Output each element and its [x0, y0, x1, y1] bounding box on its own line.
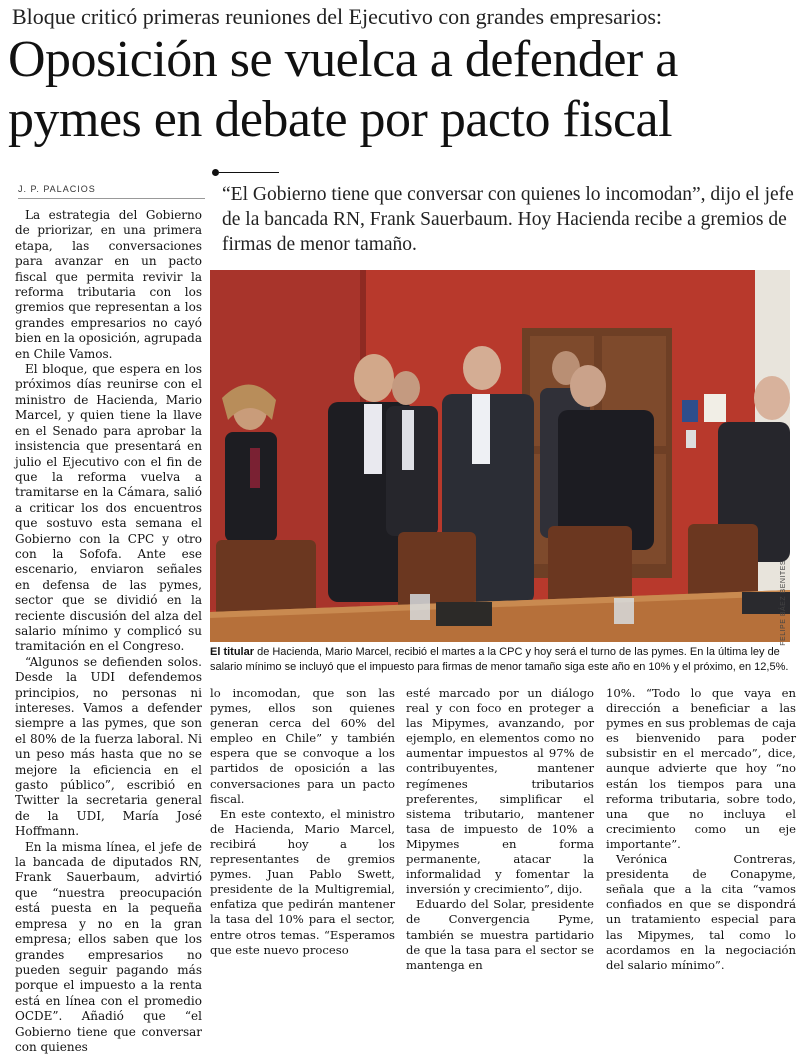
paragraph: En la misma línea, el jefe de la bancada de diputados RN, Frank Sauerbaum, advirtió que “nuestra preocupación está puesta en la pequeña empresa y no en la gran empresa; ellos saben que los grandes empresarios no pueden seguir pagando más porque el impuesto a la renta está en línea con el promedio OCDE”. Añadió que “el Gobierno tiene que conversar con quienes: [15, 839, 202, 1054]
news-photo: [210, 270, 790, 642]
body-column-2: [210, 686, 395, 957]
paragraph: En este contexto, el ministro de Hacienda, Mario Marcel, recibirá hoy a los representantes de gremios pymes. Juan Pablo Swett, presidente de la Multigremial, enfatiza que pedirán mantener la tasa del 10% para el sector, entre otros temas. “Esperamos que este nuevo proceso: [210, 806, 395, 957]
paragraph: “Algunos se defienden solos. Desde la UDI defendemos principios, no personas ni intereses. Vamos a defender siempre a las pymes, que son el 80% de la fuerza laboral. Ni un peso más hasta que no se mejore la eficiencia en el gasto público”, escribió en Twitter la secretaria general de la UDI, María José Hoffmann.: [15, 654, 202, 839]
paragraph: Verónica Contreras, presidenta de Conapyme, señala que a la cita “vamos confiados en que se dispondrá un tratamiento especial para las Mipymes, tal como lo acordamos en la negociación del salario mínimo”.: [606, 852, 796, 972]
photo-caption: [210, 645, 795, 675]
caption-text: de Hacienda, Mario Marcel, recibió el martes a la CPC y hoy será el turno de las pymes. En la última ley de salario mínimo se incluyó que el impuesto para firmas de menor tamaño siga este año en 10% y el próximo, en 12,5%.: [210, 646, 789, 673]
divider-line: [219, 172, 279, 173]
divider-dot: [212, 169, 219, 176]
byline-divider: [18, 198, 205, 199]
headline: Oposición se vuelca a defender a pymes en debate por pacto fiscal: [8, 31, 678, 148]
paragraph: 10%. “Todo lo que vaya en dirección a beneficiar a las pymes en sus problemas de caja es bienvenido para poder subsistir en el mercado”, dice, aunque advierte que hoy “no están los tiempos para una reforma tributaria, sobre todo, una que no incluya el crecimiento como un eje importante”.: [606, 686, 796, 851]
paragraph: La estrategia del Gobierno de priorizar, en una primera etapa, las conversaciones para avanzar en un pacto fiscal que permita revivir la reforma tributaria con los gremios que representan a los grandes empresarios no cayó bien en la oposición, agrupada en Chile Vamos.: [15, 208, 202, 361]
paragraph: esté marcado por un diálogo real y con foco en proteger a las Mipymes, avanzando, por ejemplo, en elementos como no aumentar impuestos al 97% de contribuyentes, mantener regímenes tributarios preferentes, simplificar el sistema tributario, mantener tasa de impuesto de 10% a Mipymes en forma permanente, atacar la informalidad y fomentar la inversión y crecimiento”, dijo.: [406, 686, 594, 897]
paragraph: lo incomodan, que son las pymes, ellos son quienes generan cerca del 60% del empleo en Chile” y también espera que se convoque a los partidos de oposición a las conversaciones para un pacto fiscal.: [210, 686, 395, 806]
kicker: Bloque criticó primeras reuniones del Ejecutivo con grandes empresarios:: [12, 4, 663, 29]
paragraph: Eduardo del Solar, presidente de Convergencia Pyme, también se muestra partidario de que la tasa para el sector se mantenga en: [406, 897, 594, 972]
body-column-4: [606, 686, 796, 972]
byline: J. P. PALACIOS: [18, 184, 96, 194]
body-column-3: [406, 686, 594, 972]
caption-lead: El titular: [210, 646, 255, 658]
paragraph: El bloque, que espera en los próximos días reunirse con el ministro de Hacienda, Mario Marcel, y quien tiene la llave en el Senado para aprobar la insistencia que presentará en julio el Ejecutivo con el fin de que la reforma vuelva a tramitarse en la Cámara, salió a criticar los dos encuentros que sostuvo esta semana el Gobierno con la CPC y otro con la Sofofa. Ante ese escenario, enviaron señales en defensa de las pymes, sector que se dividió en la reciente discusión del alza del salario mínimo y complicó su tramitación en el Congreso.: [15, 362, 202, 654]
photo-credit: FELIPE BÁEZ BENITES: [780, 560, 787, 646]
photo-illustration: [210, 270, 790, 642]
body-column-1: [15, 208, 202, 1054]
deck: “El Gobierno tiene que conversar con quienes lo incomodan”, dijo el jefe de la bancada RN, Frank Sauerbaum. Hoy Hacienda recibe a gremios de firmas de menor tamaño.: [222, 184, 794, 255]
